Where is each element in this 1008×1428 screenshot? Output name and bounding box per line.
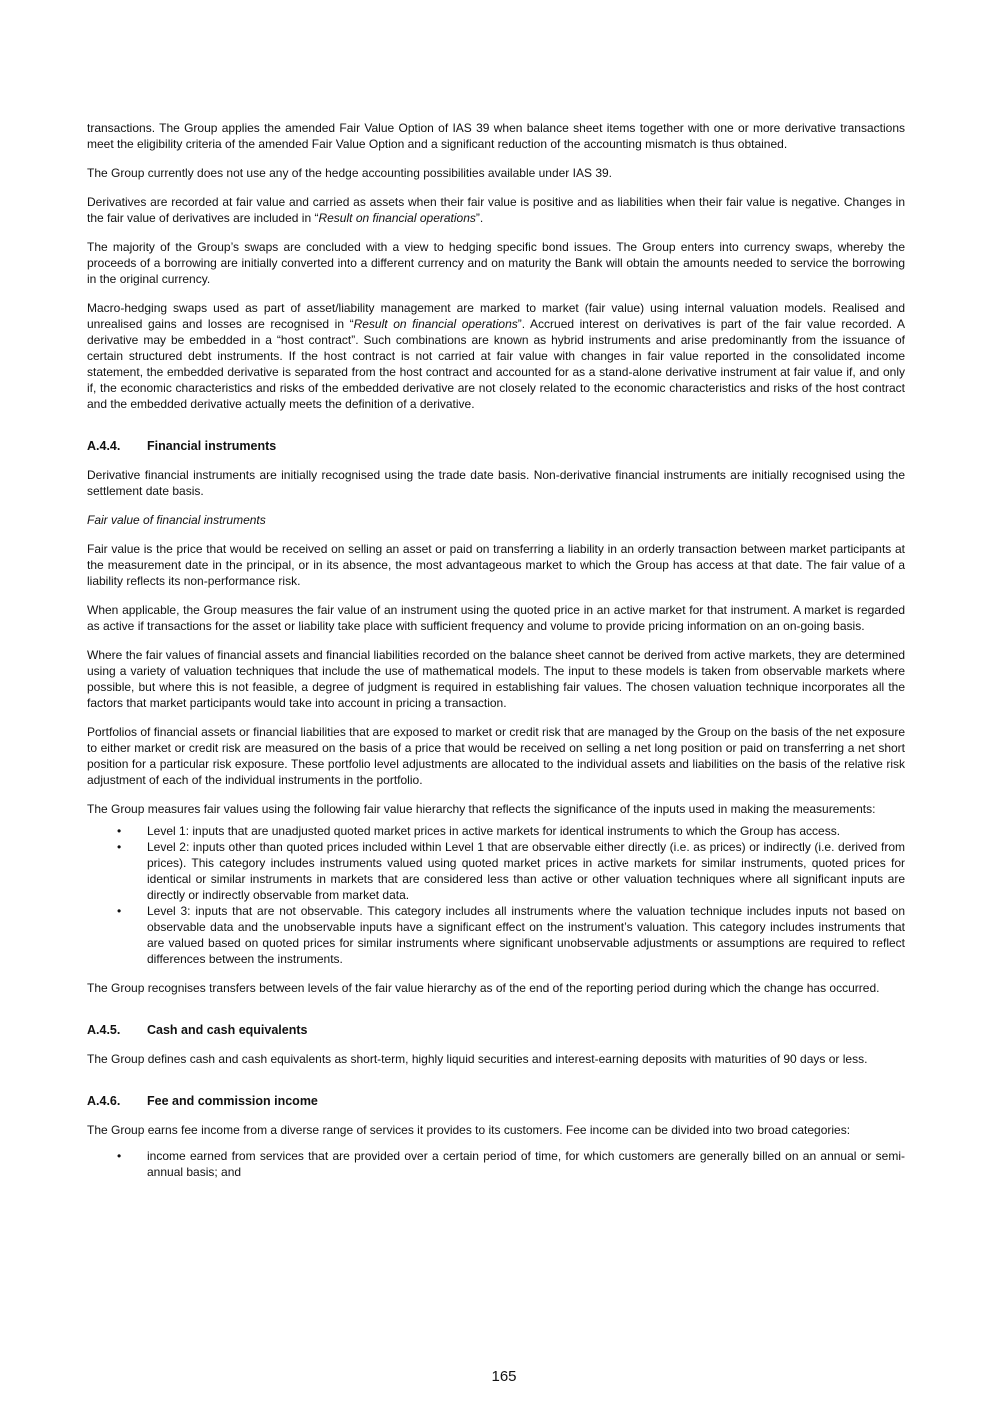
- fee-income-list: [87, 1148, 905, 1180]
- page-number: 165: [491, 1368, 517, 1385]
- a45-paragraph-1: The Group defines cash and cash equivalents as short-term, highly liquid securities and interest-earning deposits with maturities of 90 days or less.: [87, 1052, 868, 1066]
- section-heading-a45: [87, 1022, 905, 1038]
- level-2-item: • Level 2: inputs other than quoted prices included within Level 1 that are observable either directly (i.e. as prices) or indirectly (i.e. derived from prices). This category includes instruments valued using quoted market prices in active markets for similar instruments, quoted prices for identical or similar instruments in markets that are considered less than active or other valuation techniques where all significant inputs are directly or indirectly observable from market data.: [87, 839, 905, 903]
- a44-paragraph-5: Portfolios of financial assets or financial liabilities that are exposed to market or credit risk that are managed by the Group on the basis of the net exposure to either market or credit risk are measured on the basis of a price that would be received on selling a net long position or paid on transferring a net short position for a particular risk exposure. These portfolio level adjustments are allocated to the individual assets and liabilities on the basis of the relative risk adjustment of each of the individual instruments in the portfolio.: [87, 725, 905, 787]
- section-title: Financial instruments: [147, 439, 277, 453]
- intro-paragraph-2: The Group currently does not use any of the hedge accounting possibilities available under IAS 39.: [87, 166, 612, 180]
- section-title: Cash and cash equivalents: [147, 1023, 308, 1037]
- document-body: [87, 120, 905, 1193]
- a44-paragraph-2: Fair value is the price that would be received on selling an asset or paid on transferring a liability in an orderly transaction between market participants at the measurement date in the principal, or in its absence, the most advantageous market to which the Group has access at that date. The fair value of a liability reflects its non-performance risk.: [87, 542, 905, 588]
- level-1-item: • Level 1: inputs that are unadjusted quoted market prices in active markets for identical instruments to which the Group has access.: [87, 823, 905, 839]
- section-number: A.4.4.: [87, 439, 121, 453]
- a44-closing-paragraph: The Group recognises transfers between levels of the fair value hierarchy as of the end of the reporting period during which the change has occurred.: [87, 981, 880, 995]
- section-title: Fee and commission income: [147, 1094, 318, 1108]
- intro-paragraph-3: Derivatives are recorded at fair value and carried as assets when their fair value is positive and as liabilities when their fair value is negative. Changes in the fair value of derivatives are included in “Result on financial operations”.: [87, 195, 905, 225]
- a44-paragraph-1: Derivative financial instruments are initially recognised using the trade date basis. Non-derivative financial instruments are initially recognised using the settlement date basis.: [87, 468, 905, 498]
- a46-paragraph-1: The Group earns fee income from a diverse range of services it provides to its customers. Fee income can be divided into two broad categories:: [87, 1123, 851, 1137]
- fee-income-item: • income earned from services that are provided over a certain period of time, for which customers are generally billed on an annual or semi-annual basis; and: [87, 1148, 905, 1180]
- fair-value-subheading: Fair value of financial instruments: [87, 513, 266, 527]
- section-number: A.4.5.: [87, 1023, 121, 1037]
- a44-paragraph-6: The Group measures fair values using the following fair value hierarchy that reflects the significance of the inputs used in making the measurements:: [87, 802, 876, 816]
- intro-paragraph-4: The majority of the Group’s swaps are concluded with a view to hedging specific bond issues. The Group enters into currency swaps, whereby the proceeds of a borrowing are initially converted into a different currency and on maturity the Bank will obtain the amounts needed to service the borrowing in the original currency.: [87, 240, 905, 286]
- a44-paragraph-4: Where the fair values of financial assets and financial liabilities recorded on the balance sheet cannot be derived from active markets, they are determined using a variety of valuation techniques that include the use of mathematical models. The input to these models is taken from observable markets where possible, but where this is not feasible, a degree of judgment is required in establishing fair values. The chosen valuation technique incorporates all the factors that market participants would take into account in pricing a transaction.: [87, 648, 905, 710]
- section-heading-a44: [87, 438, 905, 454]
- intro-paragraph-1: transactions. The Group applies the amended Fair Value Option of IAS 39 when balance sheet items together with one or more derivative transactions meet the eligibility criteria of the amended Fair Value Option and a significant reduction of the accounting mismatch is thus obtained.: [87, 121, 905, 151]
- section-number: A.4.6.: [87, 1094, 121, 1108]
- fair-value-levels-list: [87, 823, 905, 967]
- section-heading-a46: [87, 1093, 905, 1109]
- level-3-item: • Level 3: inputs that are not observable. This category includes all instruments where the valuation technique includes inputs not based on observable data and the unobservable inputs have a significant effect on the instrument’s valuation. This category includes instruments that are valued based on quoted prices for similar instruments where significant unobservable adjustments or assumptions are required to reflect differences between the instruments.: [87, 903, 905, 967]
- a44-paragraph-3: When applicable, the Group measures the fair value of an instrument using the quoted price in an active market for that instrument. A market is regarded as active if transactions for the asset or liability take place with sufficient frequency and volume to provide pricing information on an on-going basis.: [87, 603, 905, 633]
- intro-paragraph-5: Macro-hedging swaps used as part of asset/liability management are marked to market (fair value) using internal valuation models. Realised and unrealised gains and losses are recognised in “Result on financial operations”. Accrued interest on derivatives is part of the fair value recorded. A derivative may be embedded in a “host contract”. Such combinations are known as hybrid instruments and arise predominantly from the issuance of certain structured debt instruments. If the host contract is not carried at fair value with changes in fair value reported in the consolidated income statement, the embedded derivative is separated from the host contract and accounted for as a stand-alone derivative instrument at fair value if, and only if, the economic characteristics and risks of the embedded derivative are not closely related to the economic characteristics and risks of the host contract and the embedded derivative actually meets the definition of a derivative.: [87, 301, 905, 411]
